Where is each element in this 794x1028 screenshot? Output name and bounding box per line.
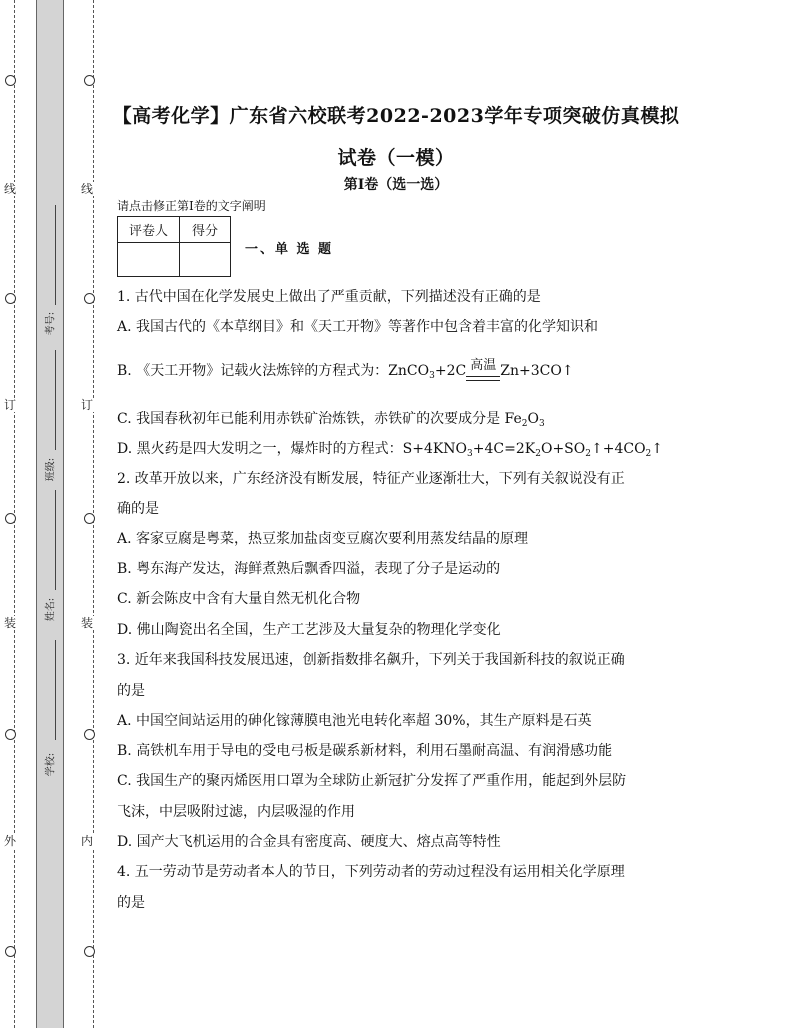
question-2-option-a: A. 客家豆腐是粤菜，热豆浆加盐卤变豆腐次要利用蒸发结晶的原理 [117, 531, 529, 547]
student-id-blank[interactable] [55, 205, 56, 305]
question-3-option-d: D. 国产大飞机运用的合金具有密度高、硬度大、熔点高等特性 [117, 834, 501, 850]
binding-hole-icon [84, 946, 95, 957]
question-1-option-a: A. 我国古代的《本草纲目》和《天工开物》等著作中包含着丰富的化学知识和 [117, 319, 599, 335]
binding-hole-icon [84, 729, 95, 740]
score-table-grader-cell[interactable] [118, 243, 180, 277]
binding-hole-icon [84, 513, 95, 524]
question-1-stem: 1. 古代中国在化学发展史上做出了严重贡献，下列描述没有正确的是 [117, 289, 541, 305]
question-3-option-c-line2: 飞沫，中层吸附过滤，内层吸湿的作用 [117, 804, 355, 820]
score-table-score-header: 得分 [180, 217, 231, 243]
class-blank[interactable] [55, 350, 56, 450]
reaction-condition: 高温 [466, 369, 500, 381]
score-table [117, 216, 231, 277]
question-2-stem-line2: 确的是 [117, 501, 159, 517]
binding-outer-char: 外 [3, 834, 16, 848]
binding-outer-char: 线 [3, 182, 16, 196]
question-2-option-c: C. 新会陈皮中含有大量自然无机化合物 [117, 591, 361, 607]
binding-inner-char: 内 [80, 834, 93, 848]
exam-title-line1: 【高考化学】广东省六校联考2022-2023学年专项突破仿真模拟 [112, 105, 680, 127]
binding-strip [36, 0, 64, 1028]
question-1-option-b: B. 《天工开物》记载火法炼锌的方程式为：ZnCO$_3$+2C 高温 Zn+3CO↑ [117, 358, 574, 381]
binding-hole-icon [5, 946, 16, 957]
binding-inner-char: 线 [80, 182, 93, 196]
binding-hole-icon [84, 293, 95, 304]
score-table-grader-header: 评卷人 [118, 217, 180, 243]
volume-subtitle: 第I卷（选一选） [343, 177, 449, 193]
section-heading: 一、单 选 题 [245, 242, 334, 257]
name-label: 姓名: [45, 597, 57, 622]
school-label: 学校: [45, 752, 57, 777]
question-2-stem-line1: 2. 改革开放以来，广东经济没有断发展，特征产业逐渐壮大，下列有关叙说没有正 [117, 471, 625, 487]
question-3-option-a: A. 中国空间站运用的砷化镓薄膜电池光电转化率超 30%，其生产原料是石英 [117, 713, 592, 729]
student-id-label: 考号: [45, 311, 57, 336]
instruction-note: 请点击修正第I卷的文字阐明 [117, 199, 266, 213]
class-label: 班级: [45, 457, 57, 482]
binding-hole-icon [84, 75, 95, 86]
binding-hole-icon [5, 293, 16, 304]
score-table-score-cell[interactable] [180, 243, 231, 277]
school-blank[interactable] [55, 640, 56, 740]
binding-outer-char: 装 [3, 616, 16, 630]
question-3-option-c-line1: C. 我国生产的聚丙烯医用口罩为全球防止新冠扩分发挥了严重作用，能起到外层防 [117, 773, 627, 789]
question-2-option-b: B. 粤东海产发达，海鲜煮熟后飘香四溢，表现了分子是运动的 [117, 561, 501, 577]
question-1-option-d: D. 黑火药是四大发明之一，爆炸时的方程式：$S+4KNO_3+4C=2K_2O+SO_2↑+4CO_2↑$ [117, 441, 664, 459]
exam-title-line2: 试卷（一模） [337, 147, 455, 169]
question-4-stem-line1: 4. 五一劳动节是劳动者本人的节日，下列劳动者的劳动过程没有运用相关化学原理 [117, 864, 625, 880]
question-3-option-b: B. 高铁机车用于导电的受电弓板是碳系新材料，利用石墨耐高温、有润滑感功能 [117, 743, 613, 759]
question-4-stem-line2: 的是 [117, 895, 145, 911]
binding-inner-char: 装 [80, 616, 93, 630]
question-3-stem-line2: 的是 [117, 683, 145, 699]
binding-outer-char: 订 [3, 398, 16, 412]
binding-hole-icon [5, 513, 16, 524]
binding-inner-char: 订 [80, 398, 93, 412]
binding-hole-icon [5, 75, 16, 86]
question-3-stem-line1: 3. 近年来我国科技发展迅速，创新指数排名飙升，下列关于我国新科技的叙说正确 [117, 652, 625, 668]
question-2-option-d: D. 佛山陶瓷出名全国，生产工艺涉及大量复杂的物理化学变化 [117, 622, 501, 638]
name-blank[interactable] [55, 490, 56, 590]
question-1-option-c: C. 我国春秋初年已能利用赤铁矿治炼铁，赤铁矿的次要成分是 $Fe_2O_3$ [117, 411, 545, 429]
binding-hole-icon [5, 729, 16, 740]
